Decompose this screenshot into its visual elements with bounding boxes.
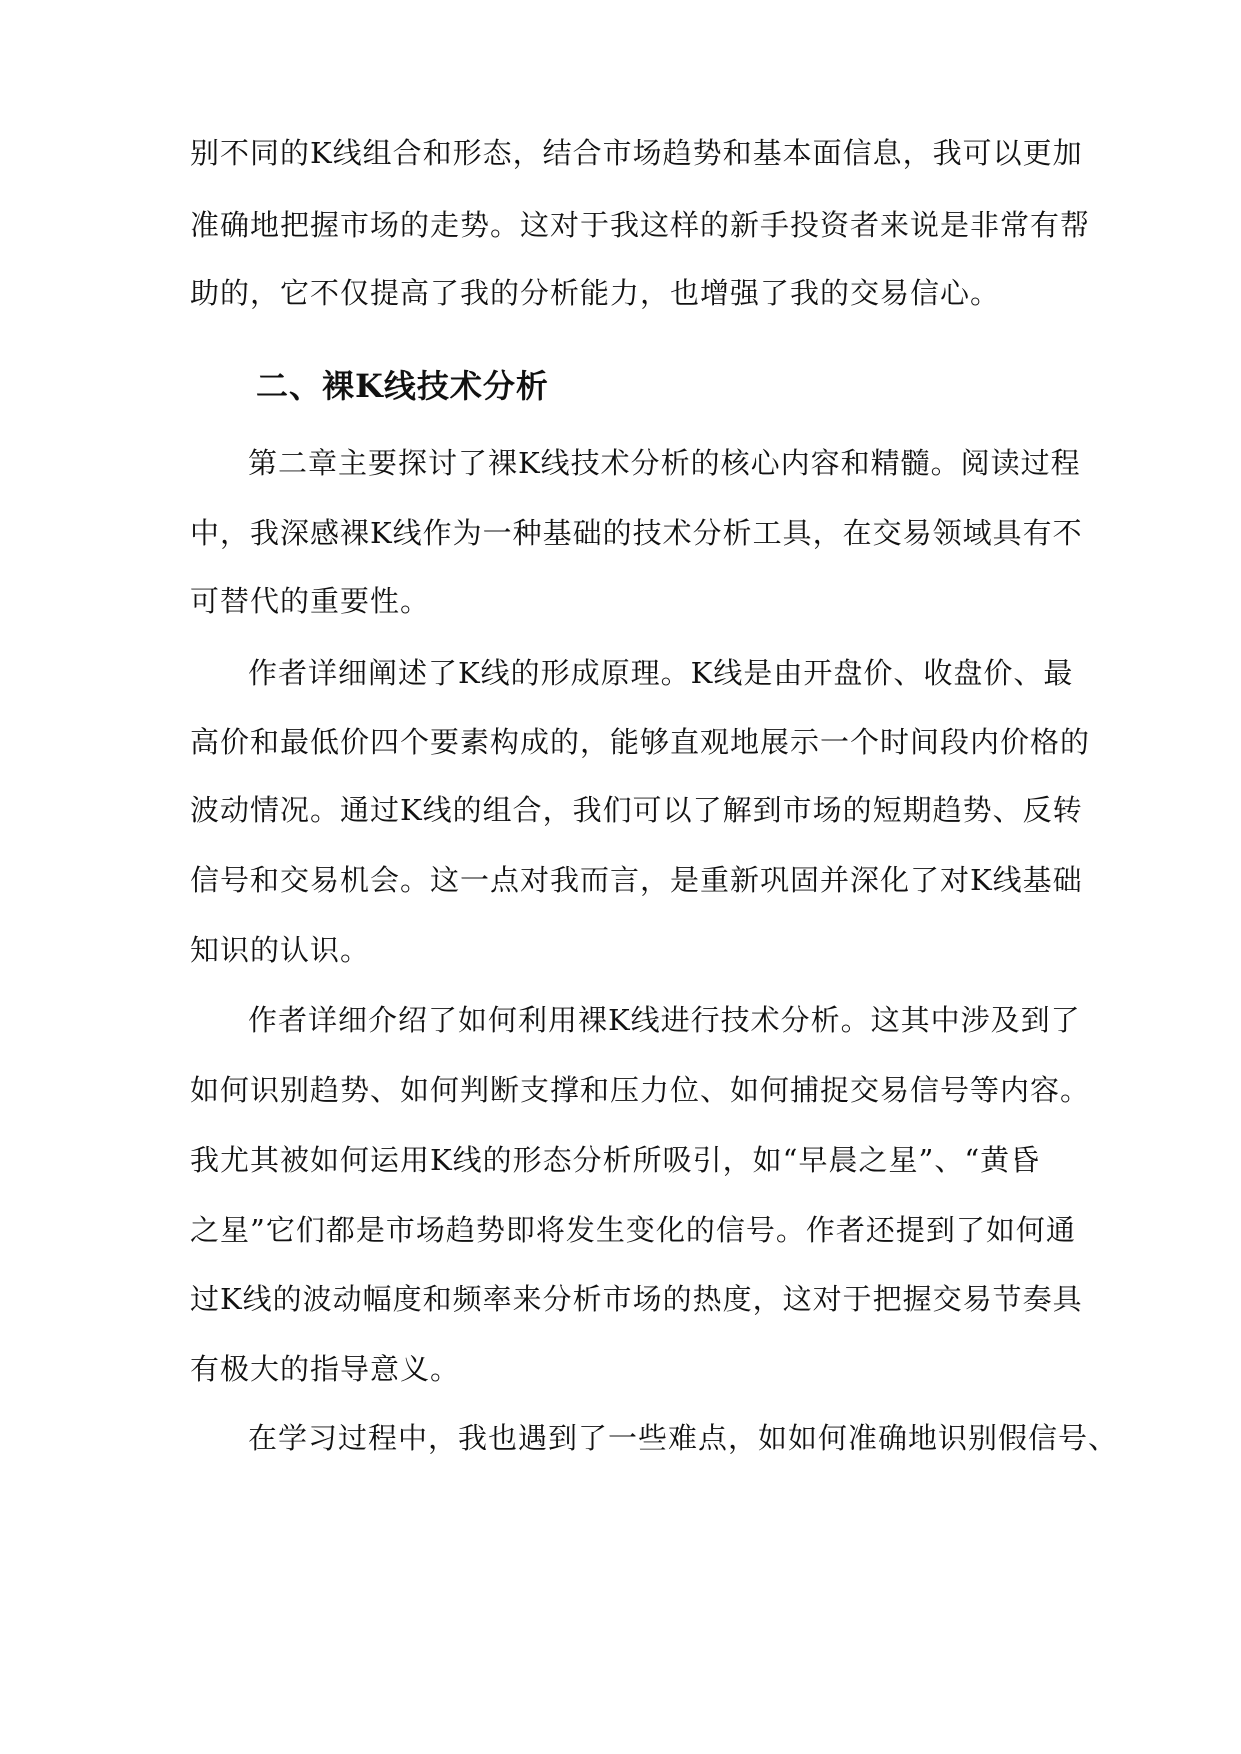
text-line: 助的，它不仅提高了我的分析能力，也增强了我的交易信心。 <box>190 276 1001 310</box>
text-line: 过K线的波动幅度和频率来分析市场的热度，这对于把握交易节奏具 <box>190 1282 1083 1316</box>
text-line: 信号和交易机会。这一点对我而言，是重新巩固并深化了对K线基础 <box>190 863 1083 897</box>
text-line: 中，我深感裸K线作为一种基础的技术分析工具，在交易领域具有不 <box>190 516 1083 550</box>
text-line: 有极大的指导意义。 <box>190 1352 461 1386</box>
text-line: 别不同的K线组合和形态，结合市场趋势和基本面信息，我可以更加 <box>190 136 1083 170</box>
section-heading: 二、裸K线技术分析 <box>256 367 549 405</box>
text-line: 高价和最低价四个要素构成的，能够直观地展示一个时间段内价格的 <box>190 725 1091 759</box>
text-line: 在学习过程中，我也遇到了一些难点，如如何准确地识别假信号、 <box>248 1421 1119 1455</box>
text-line: 作者详细阐述了K线的形成原理。K线是由开盘价、收盘价、最 <box>248 656 1074 690</box>
text-line: 如何识别趋势、如何判断支撑和压力位、如何捕捉交易信号等内容。 <box>190 1073 1091 1107</box>
text-line: 我尤其被如何运用K线的形态分析所吸引，如“早晨之星”、“黄昏 <box>190 1143 1041 1177</box>
text-line: 可替代的重要性。 <box>190 584 431 618</box>
text-line: 准确地把握市场的走势。这对于我这样的新手投资者来说是非常有帮 <box>190 208 1091 242</box>
text-line: 波动情况。通过K线的组合，我们可以了解到市场的短期趋势、反转 <box>190 793 1083 827</box>
text-line: 第二章主要探讨了裸K线技术分析的核心内容和精髓。阅读过程 <box>248 446 1081 480</box>
text-line: 之星”它们都是市场趋势即将发生变化的信号。作者还提到了如何通 <box>190 1213 1076 1247</box>
text-line: 作者详细介绍了如何利用裸K线进行技术分析。这其中涉及到了 <box>248 1003 1081 1037</box>
text-line: 知识的认识。 <box>190 933 371 967</box>
